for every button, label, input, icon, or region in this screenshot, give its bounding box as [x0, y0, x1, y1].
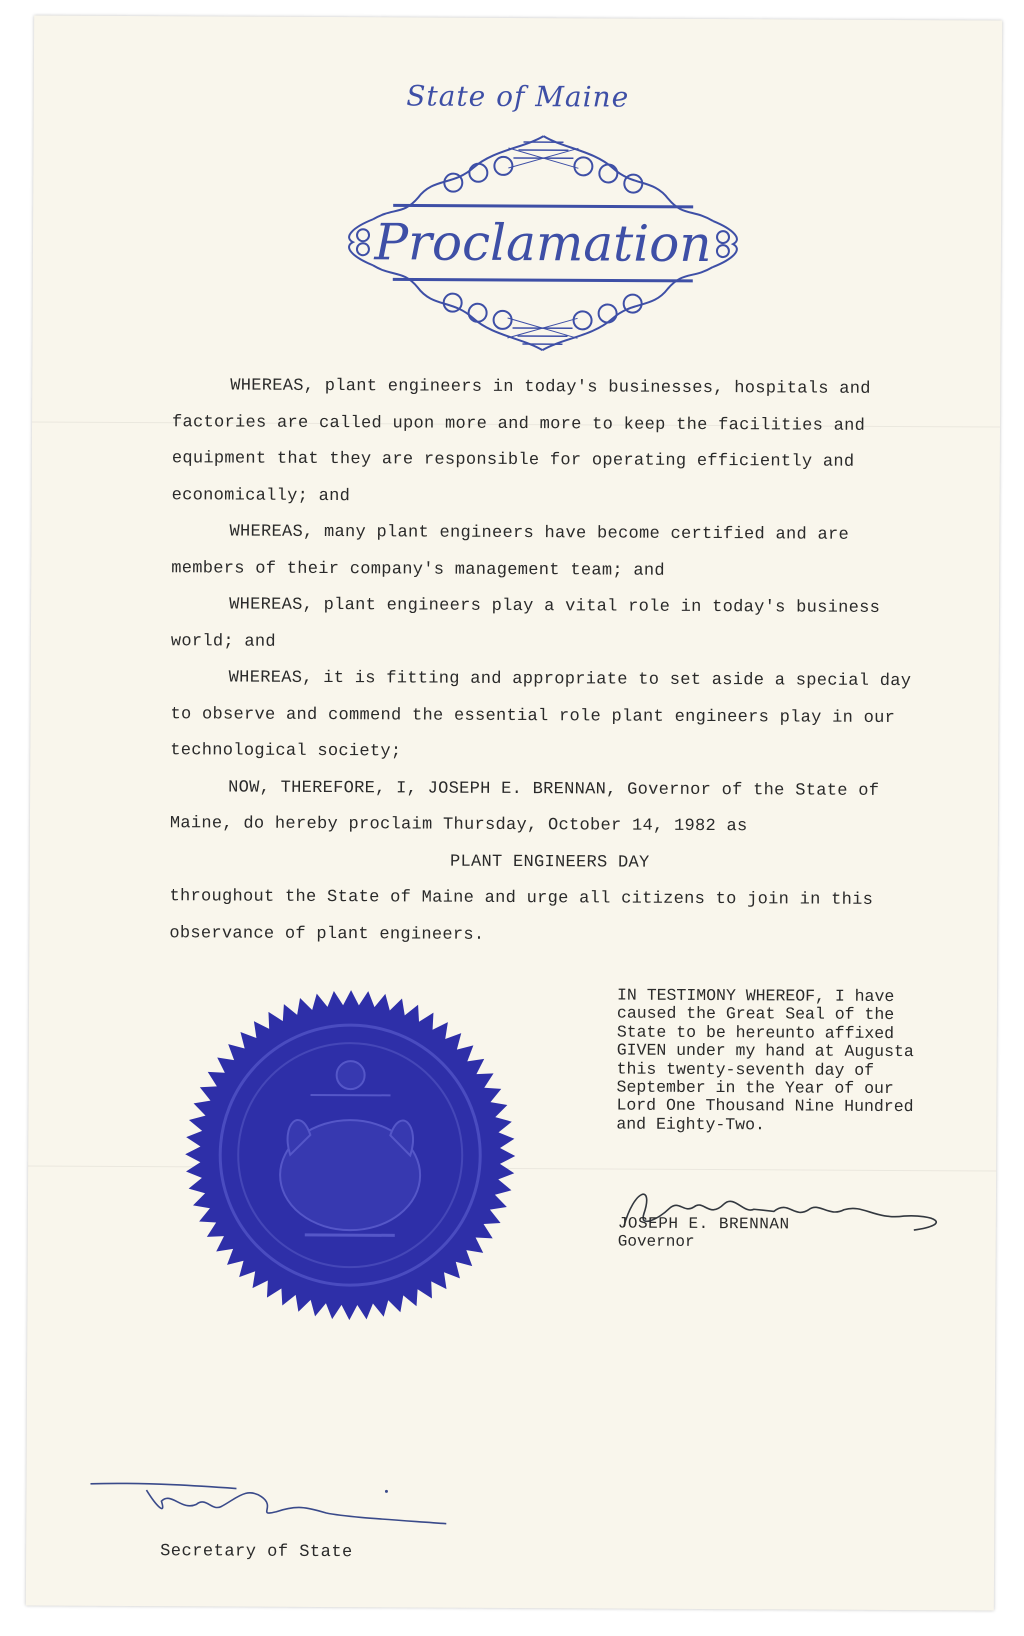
closing-paragraph: throughout the State of Maine and urge all citizens to join in this observance of plant engineers. [169, 887, 874, 945]
governor-title: Governor [617, 1232, 695, 1251]
proclaim-paragraph: NOW, THEREFORE, I, JOSEPH E. BRENNAN, Governor of the State of Maine, do hereby proclaim Thursday, October 14, 1982 as [169, 778, 880, 837]
whereas-paragraph: WHEREAS, plant engineers in today's businesses, hospitals and factories are called upon more and more to keep the facilities and equipment that they are responsible for operating efficiently and economically; and [171, 376, 871, 506]
secretary-signature-block [86, 1476, 507, 1578]
day-title: PLANT ENGINEERS DAY [449, 852, 650, 873]
secretary-title: Secretary of State [160, 1542, 353, 1563]
governor-name: JOSEPH E. BRENNAN [617, 1214, 790, 1234]
proclamation-ornament [332, 127, 753, 359]
proclamation-document [26, 15, 1002, 1610]
great-seal [179, 984, 521, 1326]
whereas-paragraph: WHEREAS, it is fitting and appropriate to set aside a special day to observe and commend the essential role plant engineers play in our technological society; [170, 668, 912, 762]
proclamation-body [169, 368, 932, 956]
whereas-paragraph: WHEREAS, many plant engineers have become certified and are members of their company's management team; and [171, 522, 850, 581]
secretary-signature [86, 1476, 506, 1538]
governor-signature-block [614, 1179, 994, 1261]
whereas-paragraph: WHEREAS, plant engineers play a vital role in today's business world; and [170, 595, 881, 652]
proclamation-title: Proclamation [374, 213, 712, 274]
state-heading: State of Maine [406, 79, 630, 114]
testimony-clause: IN TESTIMONY WHEREOF, I have caused the Great Seal of the State to be hereunto affixed GIVEN under my hand at Augusta this twenty-seventh day of September in the Year of our Lord One Thousand Nine Hundred and Eighty-Two. [616, 985, 914, 1135]
